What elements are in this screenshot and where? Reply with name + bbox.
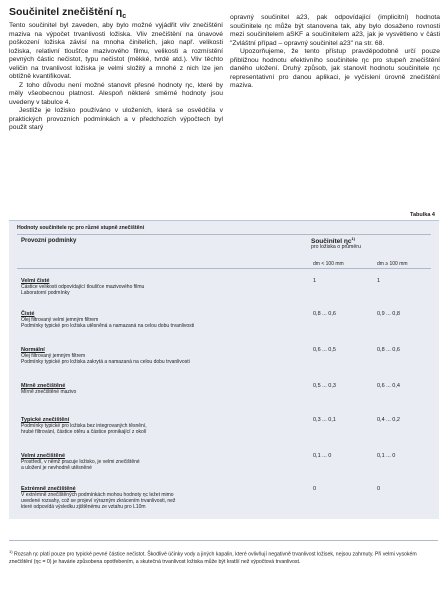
paragraph: Tento součinitel byl zaveden, aby bylo možné vyjádřit vliv znečištění maziva na výpočet trvanlivosti ložiska. Vliv znečištění na únavové poškození ložiska závisí na mnoha činitelích, jako např. velikosti ložiska, relativní tloušťce mazivového filmu, velikosti a rozmístění pevných částic nečistot, typu nečistot (měkké, tvrdé atd.). Vliv těchto veličin na trvanlivost ložiska je velmi složitý a mnohé z nich lze jen obtížně kvantifikovat. bbox=[9, 22, 223, 80]
row-title: Velmi čisté bbox=[21, 278, 50, 284]
paragraph: Jestliže je ložisko používáno v uloženích, která se osvědčila v praktických provozních podmínkách a v předchozích výpočtech byl použit starý bbox=[9, 107, 223, 131]
value-large: 0 bbox=[377, 486, 381, 492]
row-description: Prostředí, v němž pracuje ložisko, je velmi znečištěné a uložení je nevhodně utěsněné bbox=[21, 459, 140, 471]
row-title: Velmi znečištěné bbox=[21, 453, 66, 459]
table-row bbox=[21, 311, 301, 329]
table-row bbox=[21, 278, 301, 296]
table-title: Hodnoty součinitele ηc pro různé stupně znečištění bbox=[17, 225, 145, 231]
table-row bbox=[21, 486, 301, 510]
value-small: 0,5 ... 0,3 bbox=[313, 383, 336, 389]
header-coefficient-sub: pro ložiska o průměru bbox=[311, 244, 361, 250]
table-row bbox=[21, 453, 301, 471]
paragraph: Z toho důvodu není možné stanovit přesné hodnoty ηc, které by měly všeobecnou platnost. Alespoň některé směrné hodnoty jsou uvedeny v tabulce 4. bbox=[9, 81, 223, 106]
contamination-table bbox=[9, 220, 439, 519]
left-text-column bbox=[9, 22, 223, 133]
paragraph: opravný součinitel a23, pak odpovídající (implicitní) hodnota součinitele ηc může být stanovena tak, aby bylo dosaženo rovnosti mezi součinitelem aSKF a součinitelem a23, jak je vysvětleno v části "Zvláštní případ – opravný součinitel a23" na str. 68. bbox=[230, 14, 440, 47]
table-row bbox=[21, 383, 301, 395]
row-description: Olej filtrovaný jemným filtrem Podmínky typické pro ložiska zakrytá a namazaná na celou dobu trvanlivosti bbox=[21, 353, 190, 365]
value-large: 0,8 ... 0,6 bbox=[377, 347, 400, 353]
value-small: 0,3 ... 0,1 bbox=[313, 417, 336, 423]
value-small: 0 bbox=[313, 486, 317, 492]
footnote bbox=[9, 548, 437, 566]
table-label: Tabulka 4 bbox=[410, 212, 435, 218]
value-large: 0,9 ... 0,8 bbox=[377, 311, 400, 317]
header-diameter-large: dm ≥ 100 mm bbox=[377, 261, 408, 267]
footnote-text: Rozsah ηc platí pouze pro typické pevné částice nečistot. Škodlivé účinky vody a jiných kapalin, které ovlivňují negativně trvanlivost ložisek, nejsou zahrnuty. Při velmi vysokém znečištění (ηc = 0) je havárie způsobena opotřebením, a skutečná trvanlivost ložiska může být kratší než výpočtová trvanlivost. bbox=[9, 551, 417, 565]
value-small: 0,6 ... 0,5 bbox=[313, 347, 336, 353]
paragraph: Upozorňujeme, že tento přístup pravděpodobně určí pouze přibližnou hodnotu efektivního součinitele ηc pro stupeň znečištění daného uložení. Druhý způsob, jak stanovit hodnotu součinitele ηc representativní pro danou aplikaci, je vyčíslení úrovně znečištění maziva. bbox=[230, 48, 440, 89]
row-title: Čisté bbox=[21, 311, 35, 317]
value-small: 0,1 ... 0 bbox=[313, 453, 332, 459]
table-row bbox=[21, 417, 301, 435]
right-text-column bbox=[230, 14, 440, 91]
table-divider bbox=[17, 268, 431, 269]
row-title: Normální bbox=[21, 347, 45, 353]
row-description: Mírně znečištěné mazivo bbox=[21, 389, 77, 395]
row-description: V extrémně znečištěných podmínkách mohou hodnoty ηc ležet mimo uvedené rozsahy, což se projeví výrazným zkrácením trvanlivosti, než které odpovídá výsledku zjištěnému ze vztahu pro L10m bbox=[21, 492, 176, 510]
table-row bbox=[21, 347, 301, 365]
value-large: 1 bbox=[377, 278, 381, 284]
section-title: Součinitel znečištění $\eta_c$ bbox=[9, 6, 127, 21]
value-large: 0,4 ... 0,2 bbox=[377, 417, 400, 423]
row-title: Mírně znečištěné bbox=[21, 383, 66, 389]
row-description: Olej filtrovaný velmi jemným filtrem Podmínky typické pro ložiska utěsněná a namazaná na celou dobu trvanlivosti bbox=[21, 317, 195, 329]
row-title: Typické znečištění bbox=[21, 417, 70, 423]
footnote-mark: 1) bbox=[9, 549, 13, 554]
header-conditions: Provozní podmínky bbox=[21, 238, 77, 244]
header-coefficient: Součinitel $\eta c^{1)}$ bbox=[311, 236, 356, 246]
value-small: 1 bbox=[313, 278, 317, 284]
row-description: Částice velikosti odpovídající tloušťce mazivového filmu Laboratorní podmínky bbox=[21, 284, 145, 296]
row-description: Podmínky typické pro ložiska bez integrovaných těsnění, hrubé filtrování, částice otěru a částice pronikající z okolí bbox=[21, 423, 147, 435]
value-large: 0,6 ... 0,4 bbox=[377, 383, 400, 389]
header-diameter-small: dm < 100 mm bbox=[313, 261, 344, 267]
value-large: 0,1 ... 0 bbox=[377, 453, 396, 459]
value-small: 0,8 ... 0,6 bbox=[313, 311, 336, 317]
row-title: Extrémně znečištěné bbox=[21, 486, 76, 492]
table-divider bbox=[17, 234, 431, 235]
footnote-divider bbox=[9, 540, 438, 541]
